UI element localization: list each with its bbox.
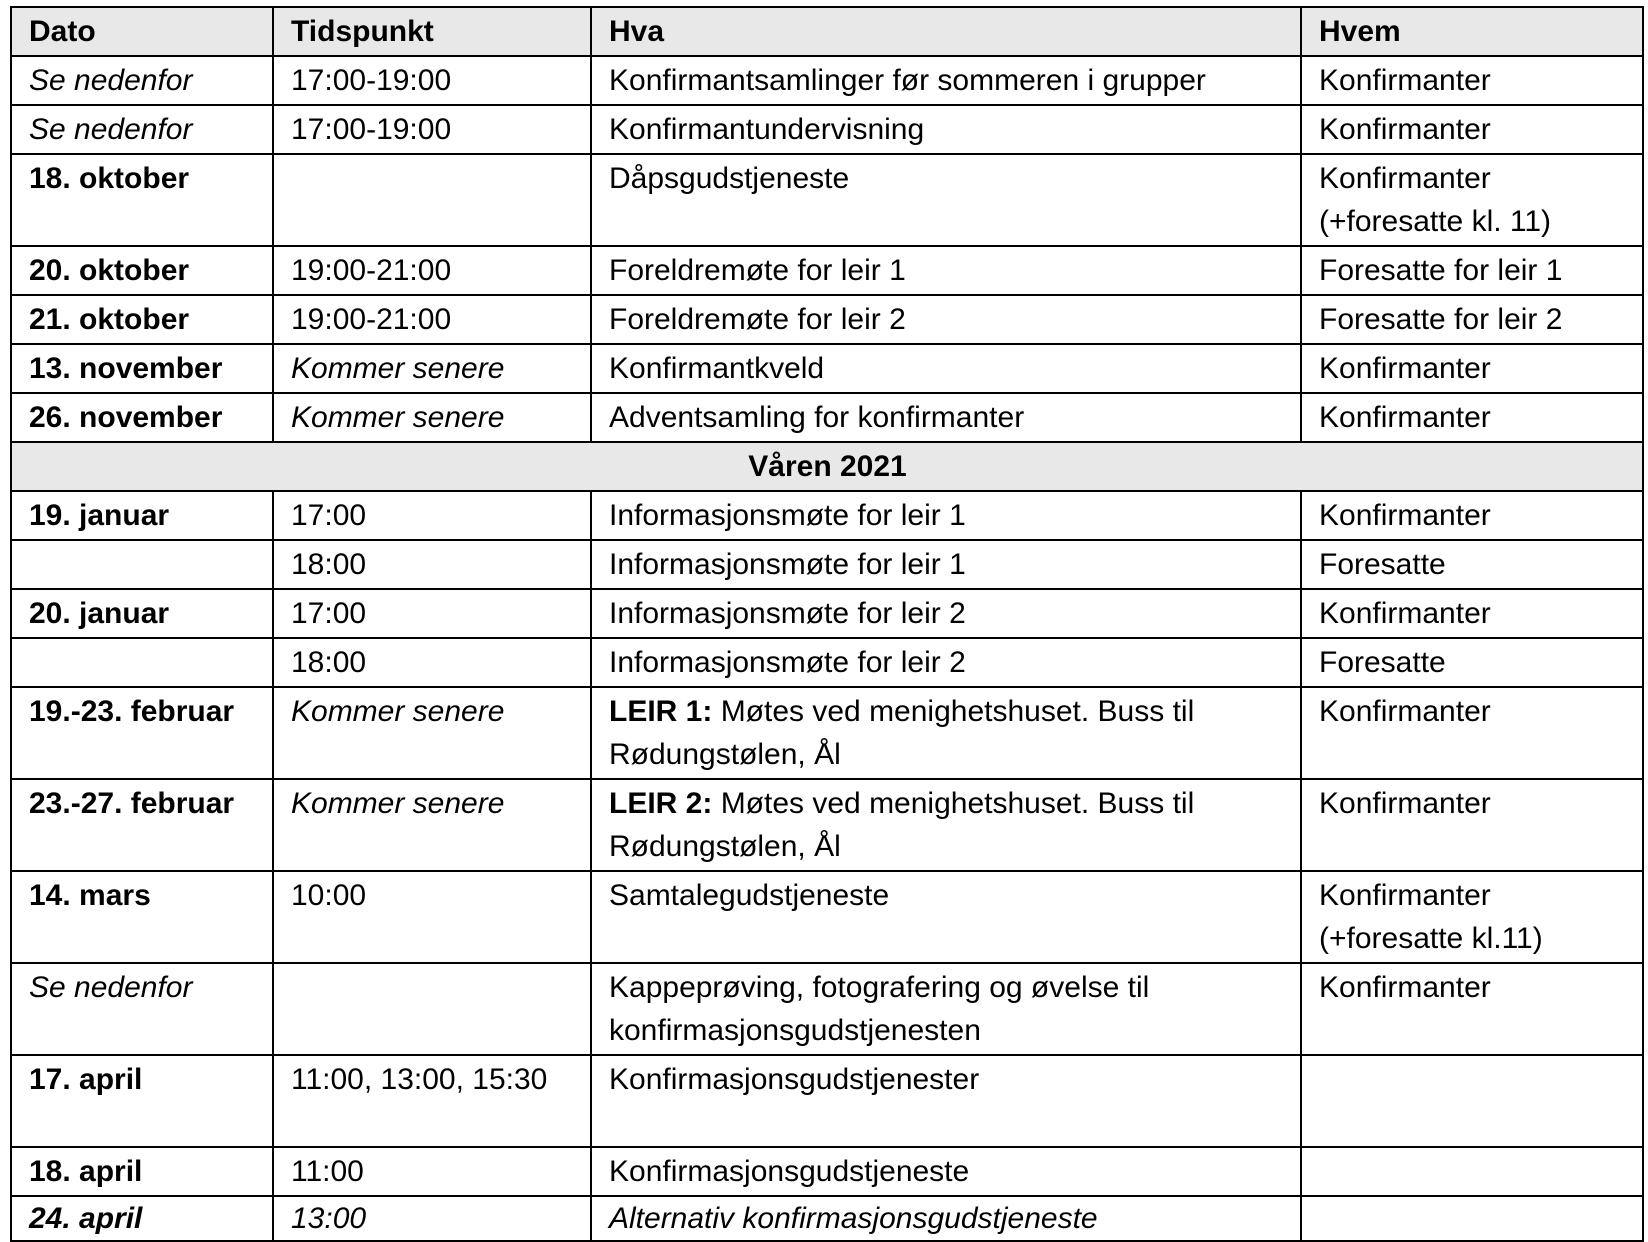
cell-hvem: Konfirmanter [1301, 687, 1643, 779]
cell-dato: Se nedenfor [11, 105, 273, 154]
cell-hvem: Konfirmanter [1301, 56, 1643, 105]
cell-hvem: Foresatte for leir 2 [1301, 295, 1643, 344]
cell-dato: Se nedenfor [11, 963, 273, 1055]
table-row [11, 687, 1643, 779]
cell-hvem: Foresatte for leir 1 [1301, 246, 1643, 295]
cell-tidspunkt: 19:00-21:00 [273, 295, 591, 344]
table-row [11, 638, 1643, 687]
cell-hvem: Konfirmanter [1301, 963, 1643, 1055]
table-row [11, 779, 1643, 871]
cell-tidspunkt: 17:00-19:00 [273, 56, 591, 105]
cell-hva: Informasjonsmøte for leir 2 [591, 638, 1301, 687]
cell-hva: Adventsamling for konfirmanter [591, 393, 1301, 442]
table-row [11, 393, 1643, 442]
schedule-table [10, 6, 1644, 1242]
cell-tidspunkt: Kommer senere [273, 779, 591, 871]
cell-tidspunkt: 13:00 [273, 1196, 591, 1241]
cell-hva: Konfirmantkveld [591, 344, 1301, 393]
cell-hvem: Konfirmanter [1301, 105, 1643, 154]
cell-tidspunkt: 17:00 [273, 589, 591, 638]
table-row [11, 105, 1643, 154]
cell-hva: Informasjonsmøte for leir 1 [591, 540, 1301, 589]
cell-dato [11, 638, 273, 687]
header-dato: Dato [11, 7, 273, 56]
cell-dato: 19.-23. februar [11, 687, 273, 779]
cell-tidspunkt: Kommer senere [273, 393, 591, 442]
cell-hva: Dåpsgudstjeneste [591, 154, 1301, 246]
cell-hvem: Konfirmanter [1301, 344, 1643, 393]
cell-dato: 23.-27. februar [11, 779, 273, 871]
cell-dato: 26. november [11, 393, 273, 442]
table-header-row [11, 7, 1643, 56]
cell-dato: 14. mars [11, 871, 273, 963]
cell-hva: Foreldremøte for leir 1 [591, 246, 1301, 295]
table-row [11, 1196, 1643, 1241]
cell-hva: Konfirmasjonsgudstjeneste [591, 1147, 1301, 1196]
table-row [11, 154, 1643, 246]
header-hvem: Hvem [1301, 7, 1643, 56]
cell-dato: 18. april [11, 1147, 273, 1196]
cell-tidspunkt: 19:00-21:00 [273, 246, 591, 295]
cell-hva [591, 779, 1301, 871]
camp-label: LEIR 1: [609, 695, 713, 728]
cell-tidspunkt [273, 963, 591, 1055]
table-row [11, 540, 1643, 589]
cell-hva: Konfirmantsamlinger før sommeren i grupper [591, 56, 1301, 105]
table-row [11, 295, 1643, 344]
cell-tidspunkt: 11:00, 13:00, 15:30 [273, 1055, 591, 1147]
cell-dato: 19. januar [11, 491, 273, 540]
cell-hvem: Konfirmanter [1301, 393, 1643, 442]
cell-tidspunkt: Kommer senere [273, 687, 591, 779]
cell-dato: 17. april [11, 1055, 273, 1147]
cell-hvem: Konfirmanter [1301, 491, 1643, 540]
cell-tidspunkt: 10:00 [273, 871, 591, 963]
cell-tidspunkt: 17:00 [273, 491, 591, 540]
cell-hva: Konfirmantundervisning [591, 105, 1301, 154]
cell-dato: 18. oktober [11, 154, 273, 246]
cell-hva: Konfirmasjonsgudstjenester [591, 1055, 1301, 1147]
table-row [11, 589, 1643, 638]
cell-hvem: Konfirmanter (+foresatte kl. 11) [1301, 154, 1643, 246]
cell-tidspunkt: 17:00-19:00 [273, 105, 591, 154]
cell-dato: 20. januar [11, 589, 273, 638]
camp-label: LEIR 2: [609, 787, 713, 820]
cell-hvem: Foresatte [1301, 638, 1643, 687]
table-row [11, 871, 1643, 963]
cell-hva: Alternativ konfirmasjonsgudstjeneste [591, 1196, 1301, 1241]
cell-hva: Samtalegudstjeneste [591, 871, 1301, 963]
cell-hva [591, 687, 1301, 779]
cell-dato: 24. april [11, 1196, 273, 1241]
cell-hva: Informasjonsmøte for leir 2 [591, 589, 1301, 638]
cell-dato: 21. oktober [11, 295, 273, 344]
cell-hvem [1301, 1147, 1643, 1196]
camp-description: Møtes ved menighetshuset. Buss til Rødungstølen, Ål [609, 695, 1195, 771]
cell-hvem: Konfirmanter (+foresatte kl.11) [1301, 871, 1643, 963]
cell-dato [11, 540, 273, 589]
table-row [11, 1055, 1643, 1147]
section-row [11, 442, 1643, 491]
cell-hvem: Konfirmanter [1301, 779, 1643, 871]
section-title: Våren 2021 [11, 442, 1643, 491]
table-row [11, 491, 1643, 540]
cell-dato: Se nedenfor [11, 56, 273, 105]
header-tidspunkt: Tidspunkt [273, 7, 591, 56]
schedule-wrapper [10, 6, 1644, 1242]
camp-description: Møtes ved menighetshuset. Buss til Rødungstølen, Ål [609, 787, 1195, 863]
table-row [11, 246, 1643, 295]
cell-hvem [1301, 1055, 1643, 1147]
cell-hva: Foreldremøte for leir 2 [591, 295, 1301, 344]
cell-tidspunkt [273, 154, 591, 246]
table-row [11, 1147, 1643, 1196]
cell-dato: 20. oktober [11, 246, 273, 295]
table-row [11, 344, 1643, 393]
cell-tidspunkt: 11:00 [273, 1147, 591, 1196]
cell-hvem: Konfirmanter [1301, 589, 1643, 638]
cell-dato: 13. november [11, 344, 273, 393]
cell-tidspunkt: 18:00 [273, 638, 591, 687]
cell-hva: Kappeprøving, fotografering og øvelse til konfirmasjonsgudstjenesten [591, 963, 1301, 1055]
cell-hvem: Foresatte [1301, 540, 1643, 589]
cell-tidspunkt: 18:00 [273, 540, 591, 589]
table-row [11, 56, 1643, 105]
cell-hva: Informasjonsmøte for leir 1 [591, 491, 1301, 540]
cell-tidspunkt: Kommer senere [273, 344, 591, 393]
header-hva: Hva [591, 7, 1301, 56]
table-row [11, 963, 1643, 1055]
cell-hvem [1301, 1196, 1643, 1241]
